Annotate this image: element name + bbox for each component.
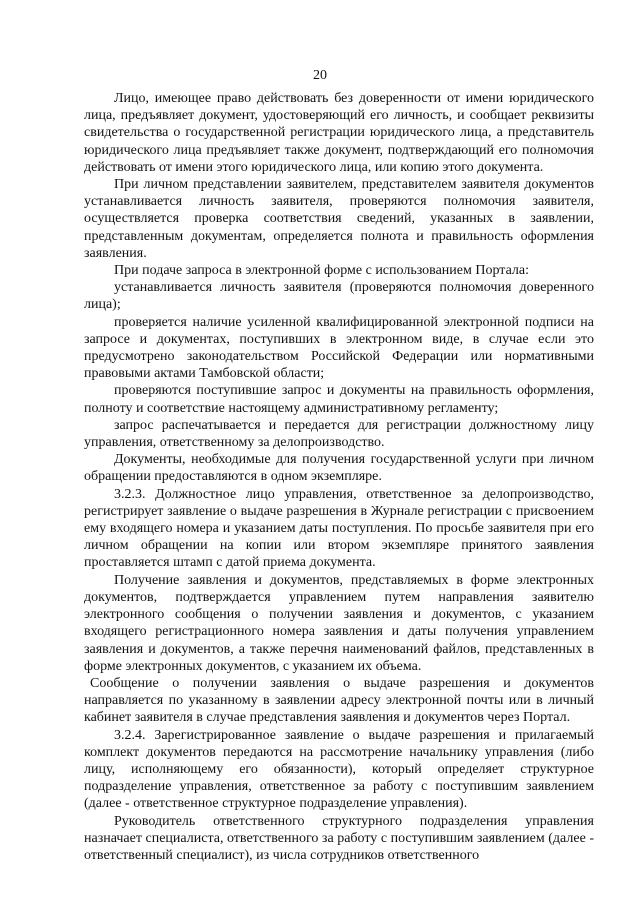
paragraph-request-print: запрос распечатывается и передается для регистрации должностному лицу управления, ответственному за делопроизводство.	[84, 417, 594, 451]
paragraph-documents-check: проверяются поступившие запрос и документы на правильность оформления, полноту и соответствие настоящему административному регламенту;	[84, 383, 594, 416]
paragraph-single-copy: Документы, необходимые для получения государственной услуги при личном обращении предоставляются в одном экземпляре.	[84, 452, 594, 485]
paragraph-3-2-3: 3.2.3. Должностное лицо управления, ответственное за делопроизводство, регистрирует заявление о выдаче разрешения в Журнале регистрации с присвоением ему входящего номера и указанием даты поступления. По просьбе заявителя при его личном обращении на копии или втором экземпляре принятого заявления проставляется штамп с датой приема документа.	[84, 486, 594, 571]
document-body	[84, 90, 594, 864]
paragraph-notification: Сообщение о получении заявления о выдаче разрешения и документов направляется по указанному в заявлении адресу электронной почты или в личный кабинет заявителя в случае представления заявления и документов через Портал.	[84, 675, 594, 726]
paragraph-electronic-receipt: Получение заявления и документов, представляемых в форме электронных документов, подтверждается управлением путем направления заявителю электронного сообщения о получении заявления и документов, с указанием входящего регистрационного номера заявления и даты получения управлением заявления и документов, а также перечня наименований файлов, представленных в форме электронных документов, с указанием их объема.	[84, 572, 594, 674]
paragraph-electronic-request: При подаче запроса в электронной форме с использованием Портала:	[114, 263, 529, 279]
page-number: 20	[313, 68, 327, 83]
paragraph-legal-entity: Лицо, имеющее право действовать без доверенности от имени юридического лица, предъявляет документ, удостоверяющий его личность, и сообщает реквизиты свидетельства о государственной регистрации юридического лица, а представитель юридического лица предъявляет также документ, подтверждающий его полномочия действовать от имени этого юридического лица, или копию этого документа.	[84, 91, 594, 175]
paragraph-signature-check: проверяется наличие усиленной квалифицированной электронной подписи на запросе и документах, поступивших в электронном виде, в случае если это предусмотрено законодательством Российской Федерации или нормативными правовыми актами Тамбовской области;	[84, 314, 594, 382]
paragraph-head-assigns: Руководитель ответственного структурного подразделения управления назначает специалиста, ответственного за работу с поступившим заявлением (далее - ответственный специалист), из числа сотрудников ответственного	[84, 813, 594, 863]
paragraph-identity-check: устанавливается личность заявителя (проверяются полномочия доверенного лица);	[84, 280, 594, 313]
paragraph-3-2-4: 3.2.4. Зарегистрированное заявление о выдаче разрешения и прилагаемый комплект документов передаются на рассмотрение начальнику управления (либо лицу, исполняющему его обязанности), который определяет структурное подразделение управления, ответственное за работу с поступившим заявлением (далее - ответственное структурное подразделение управления).	[84, 727, 594, 812]
paragraph-personal-submission: При личном представлении заявителем, представителем заявителя документов устанавливается личность заявителя, проверяются полномочия заявителя, осуществляется проверка соответствия сведений, указанных в заявлении, представленным документам, определяется полнота и правильность оформления заявления.	[84, 177, 594, 261]
